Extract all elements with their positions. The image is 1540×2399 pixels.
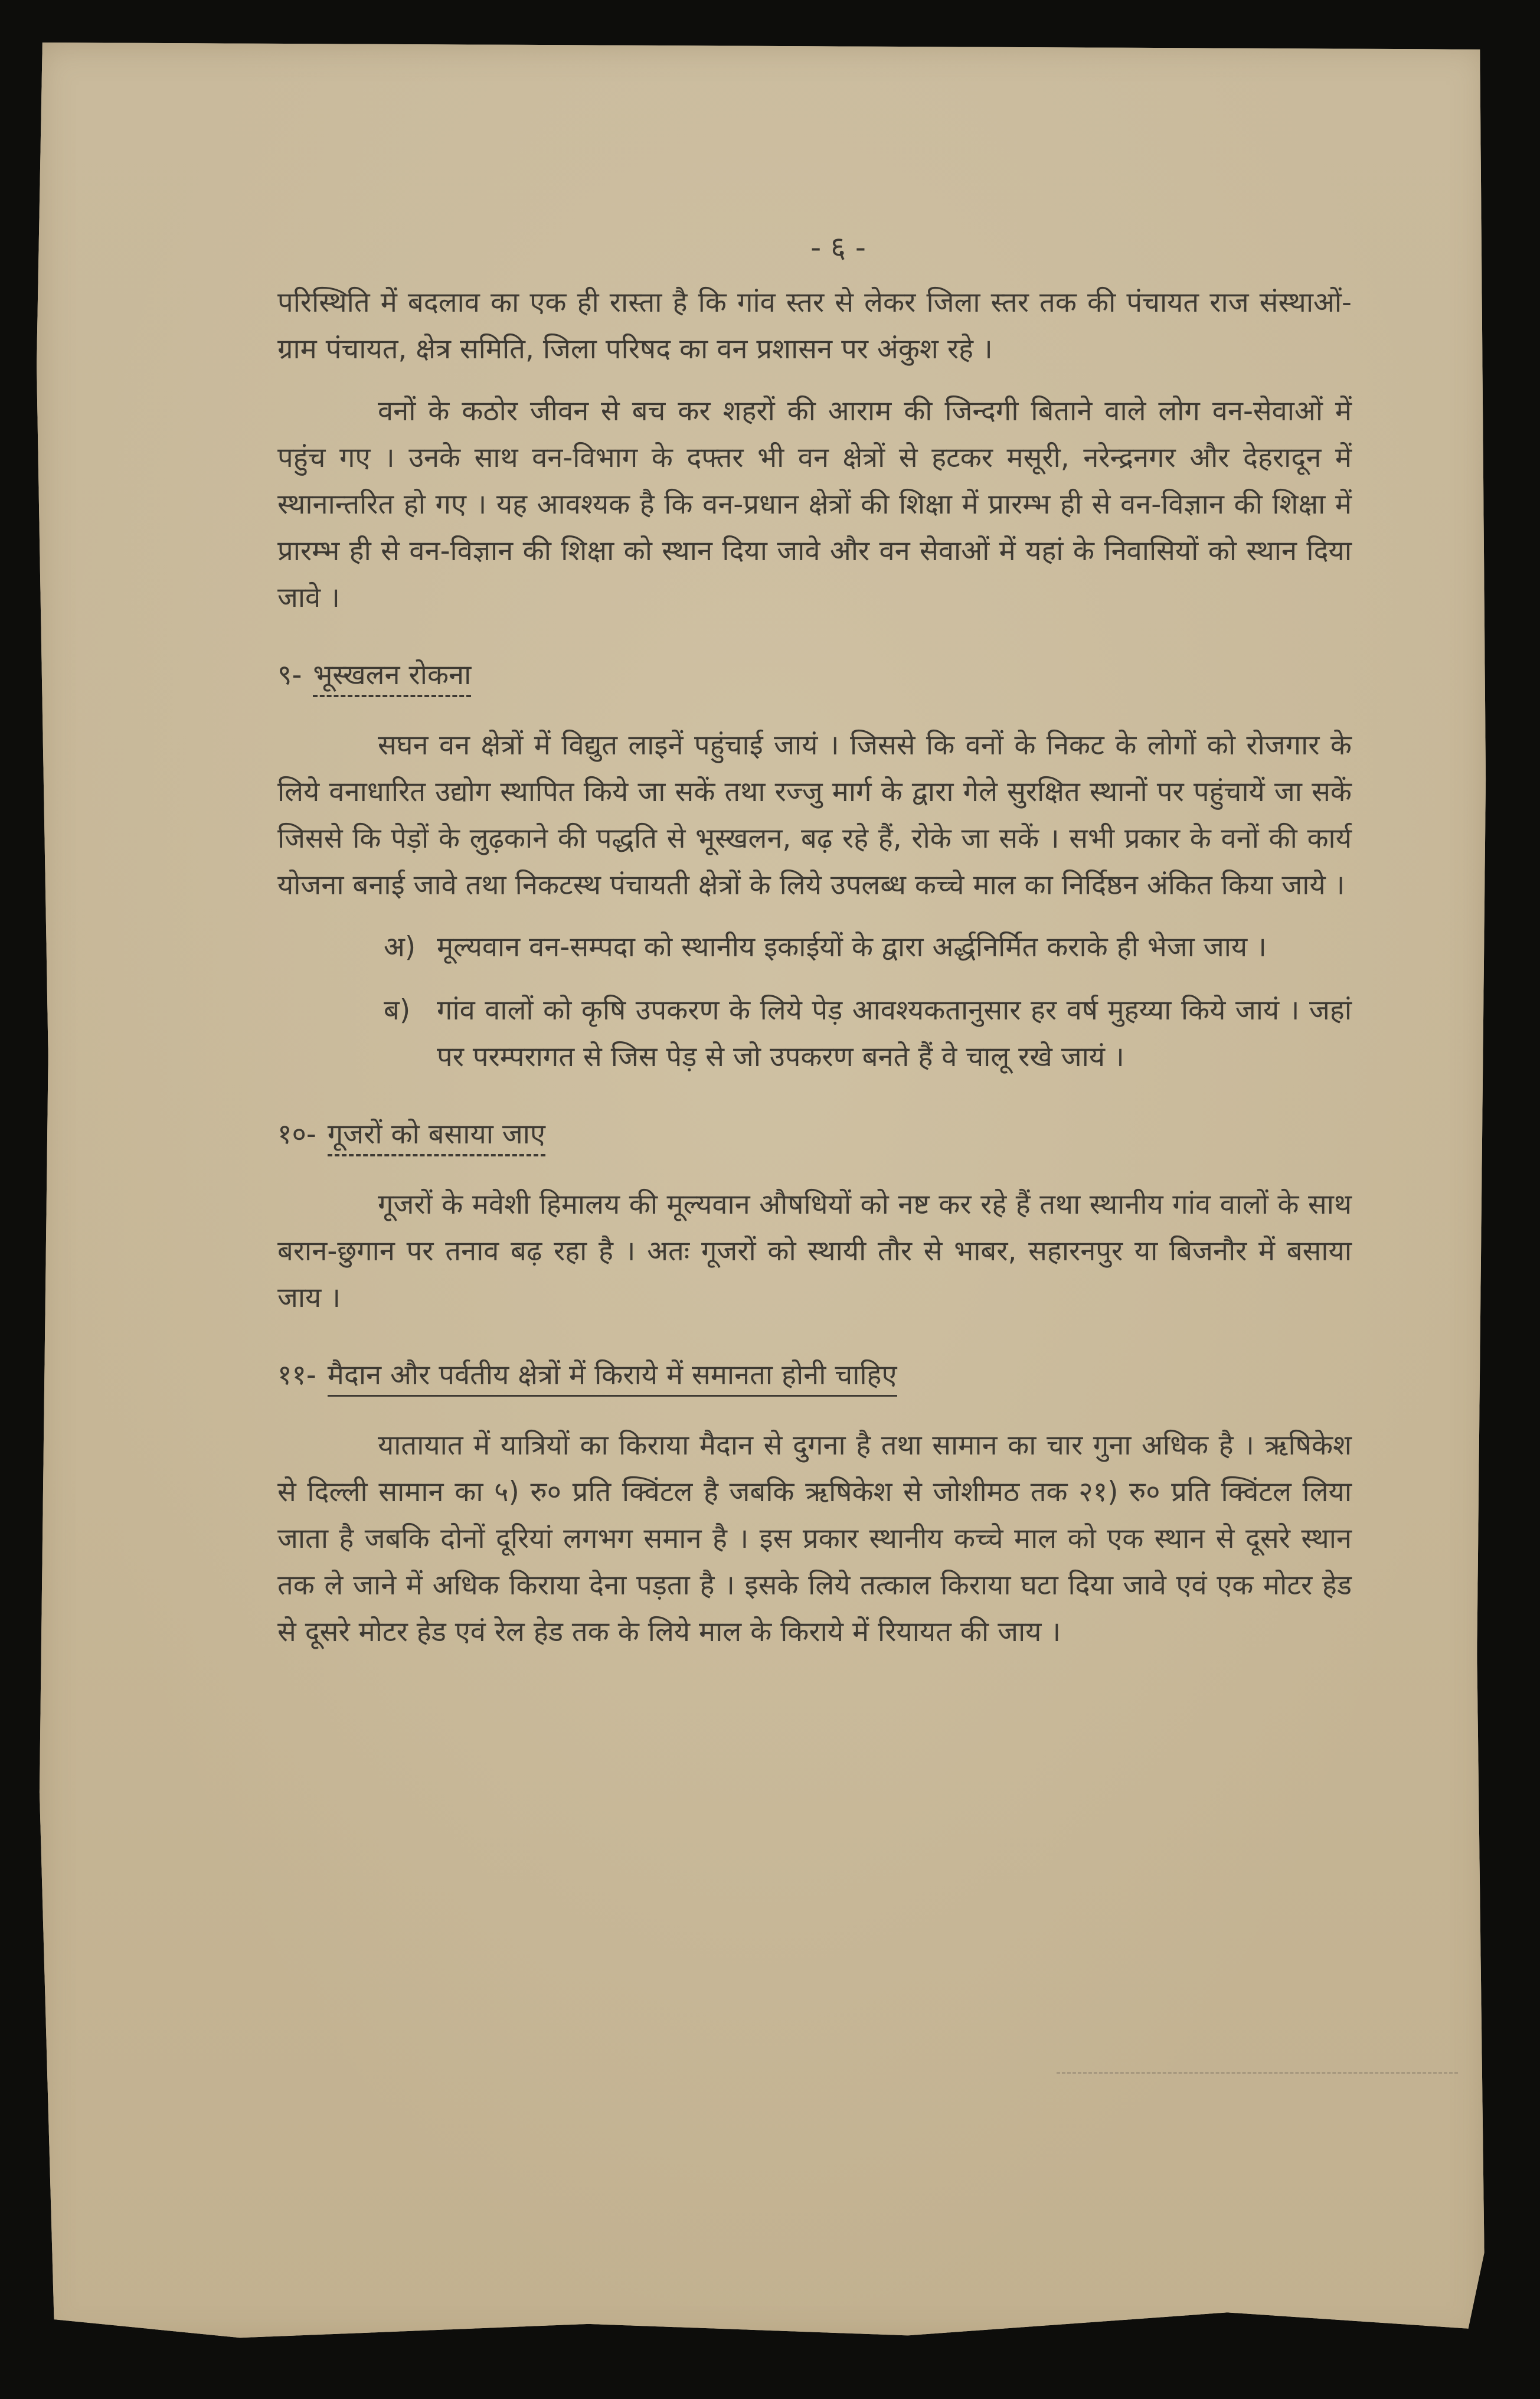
section-9-title: भूस्खलन रोकना: [313, 659, 471, 697]
section-11-body: यातायात में यात्रियों का किराया मैदान से दुगना है तथा सामान का चार गुना अधिक है । ऋषिकेश से दिल्ली सामान का ५) रु० प्रति क्विंटल है जबकि ऋषिकेश से जोशीमठ तक २१) रु० प्रति क्विंटल लिया जाता है जबकि दोनों दूरियां लगभग समान है । इस प्रकार स्थानीय कच्चे माल को एक स्थान से दूसरे स्थान तक ले जाने में अधिक किराया देना पड़ता है । इसके लिये तत्काल किराया घटा दिया जावे एवं एक मोटर हेड से दूसरे मोटर हेड एवं रेल हेड तक के लिये माल के किराये में रियायत की जाय ।: [277, 1429, 1352, 1648]
section-10-number: १०-: [277, 1118, 316, 1151]
section-10-body: गूजरों के मवेशी हिमालय की मूल्यवान औषधियों को नष्ट कर रहे हैं तथा स्थानीय गांव वालों के साथ बरान-छुगान पर तनाव बढ़ रहा है । अतः गूजरों को स्थायी तौर से भाबर, सहारनपुर या बिजनौर में बसाया जाय ।: [277, 1188, 1352, 1314]
section-9-heading: [277, 652, 1352, 698]
section-9-body: सघन वन क्षेत्रों में विद्युत लाइनें पहुंचाई जायं । जिससे कि वनों के निकट के लोगों को रोजगार के लिये वनाधारित उद्योग स्थापित किये जा सकें तथा रज्जु मार्ग के द्वारा गेले सुरक्षित स्थानों पर पहुंचायें जा सकें जिससे कि पेड़ों के लुढ़काने की पद्धति से भूस्खलन, बढ़ रहे हैं, रोके जा सकें । सभी प्रकार के वनों की कार्य योजना बनाई जावे तथा निकटस्थ पंचायती क्षेत्रों के लिये उपलब्ध कच्चे माल का निर्दिष्ठन अंकित किया जाये ।: [277, 729, 1352, 901]
section-10-heading: [277, 1111, 1352, 1158]
page-number: - ६ -: [810, 230, 866, 264]
item-marker: ब): [384, 994, 411, 1027]
section-11-number: ११-: [277, 1359, 316, 1391]
document-body: [277, 224, 1352, 1671]
section-9-item-b: [384, 987, 1352, 1080]
intro-paragraph: परिस्थिति में बदलाव का एक ही रास्ता है कि गांव स्तर से लेकर जिला स्तर तक की पंचायत राज संस्थाओं-ग्राम पंचायत, क्षेत्र समिति, जिला परिषद का वन प्रशासन पर अंकुश रहे ।: [277, 286, 1352, 365]
item-text: गांव वालों को कृषि उपकरण के लिये पेड़ आवश्यकतानुसार हर वर्ष मुहय्या किये जायं । जहां पर परम्परागत से जिस पेड़ से जो उपकरण बनते हैं वे चालू रखे जायं ।: [437, 994, 1352, 1073]
section-11-title: मैदान और पर्वतीय क्षेत्रों में किराये में समानता होनी चाहिए: [328, 1359, 897, 1397]
section-9-number: ९-: [277, 659, 302, 691]
section-9-item-a: [384, 924, 1352, 970]
item-marker: अ): [384, 931, 416, 963]
paragraph-forest-services: वनों के कठोर जीवन से बच कर शहरों की आराम की जिन्दगी बिताने वाले लोग वन-सेवाओं में पहुंच गए । उनके साथ वन-विभाग के दफ्तर भी वन क्षेत्रों से हटकर मसूरी, नरेन्द्रनगर और देहरादून में स्थानान्तरित हो गए । यह आवश्यक है कि वन-प्रधान क्षेत्रों की शिक्षा में प्रारम्भ ही से वन-विज्ञान की शिक्षा में प्रारम्भ ही से वन-विज्ञान की शिक्षा को स्थान दिया जावे और वन सेवाओं में यहां के निवासियों को स्थान दिया जावे ।: [277, 395, 1352, 614]
faint-dashed-mark: [1057, 2072, 1458, 2074]
section-11-heading: [277, 1352, 1352, 1398]
item-text: मूल्यवान वन-सम्पदा को स्थानीय इकाईयों के द्वारा अर्द्धनिर्मित कराके ही भेजा जाय ।: [437, 931, 1267, 963]
section-10-title: गूजरों को बसाया जाए: [328, 1118, 545, 1156]
